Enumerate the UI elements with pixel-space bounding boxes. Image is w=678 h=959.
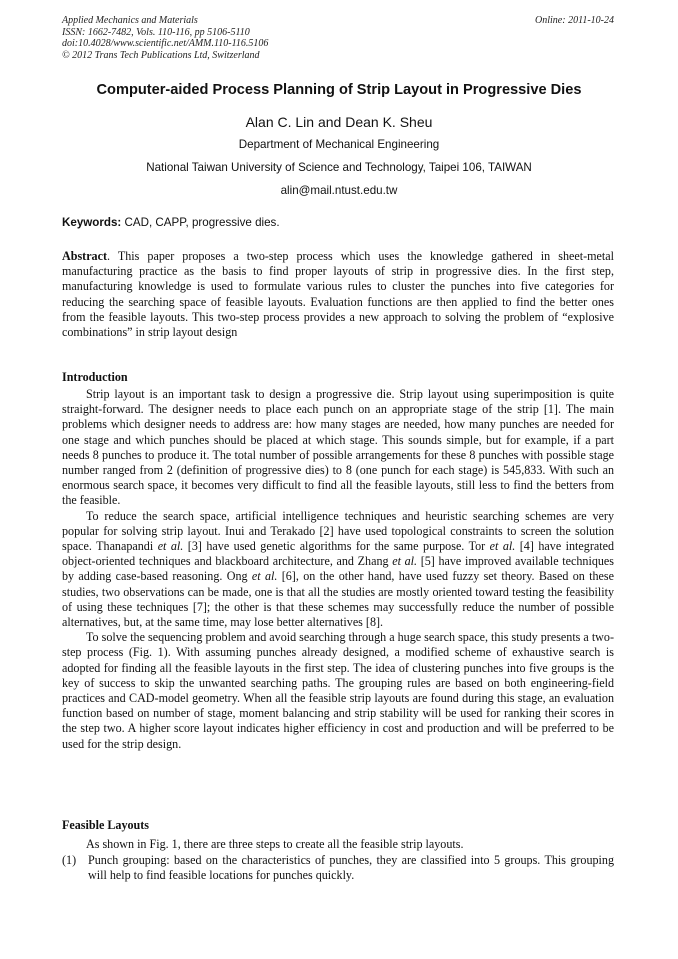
journal-metadata bbox=[62, 15, 268, 61]
list-item-number: (1) bbox=[62, 853, 77, 867]
university: National Taiwan University of Science and Technology, Taipei 106, TAIWAN bbox=[146, 161, 532, 174]
abstract bbox=[62, 249, 614, 340]
intro-paragraph-2: To reduce the search space, artificial intelligence techniques and heuristic searching schemes are very popular for solving strip layout. Inui and Terakado [2] have used topological constraints to screen the solution space. Thanapandi et al. [3] have used genetic algorithms for the same purpose. Tor et al. [4] have integrated object-oriented techniques and blackboard architecture, and Zhang et al. [5] have improved available techniques by adding case-based reasoning. Ong et al. [6], on the other hand, have used fuzzy set theory. Based on these studies, two observations can be made, one is that all the studies are mostly oriented toward testing the feasibility of using these techniques [7]; the other is that these schemes may successfully reduce the number of possible alternatives, but, at the same time, may lose better alternatives [8]. bbox=[62, 508, 615, 630]
intro-paragraph-3: To solve the sequencing problem and avoid searching through a huge search space, this study presents a two-step process (Fig. 1). With assuming punches already designed, a modified scheme of exhaustive search is adopted for finding all the feasible layouts in the first step. The idea of clustering punches into five groups is the key of success to skip the unwanted searching paths. The grouping rules are based on both engineering-field practices and CAD-model geometry. When all the feasible strip layouts are found during this stage, an evaluation function based on number of stage, moment balancing and strip stability will be used for ranking their scores in the step two. A higher score layout indicates higher efficiency in cost and production and will be preferred to be used for the strip design. bbox=[62, 630, 614, 751]
online-date: Online: 2011-10-24 bbox=[535, 15, 614, 26]
copyright-line: © 2012 Trans Tech Publications Ltd, Switzerland bbox=[62, 49, 260, 61]
paper-authors: Alan C. Lin and Dean K. Sheu bbox=[245, 114, 433, 130]
feasible-paragraph-1: As shown in Fig. 1, there are three steps to create all the feasible strip layouts. bbox=[86, 837, 464, 851]
abstract-text: . This paper proposes a two-step process which uses the knowledge gathered in sheet-metal manufacturing practice as the basis to find proper layouts of strip in progressive dies. In the first step, manufacturing knowledge is used to formulate various rules to cluster the punches into five categories for reducing the searching space of feasible layouts. Evaluation functions are then applied to find the better ones from the feasible layouts. This two-step process provides a new approach to solving the problem of “explosive combinations” in strip layout design bbox=[62, 249, 614, 340]
doi-line: doi:10.4028/www.scientific.net/AMM.110-116.5106 bbox=[62, 38, 269, 49]
keywords-text: CAD, CAPP, progressive dies. bbox=[121, 216, 280, 229]
department: Department of Mechanical Engineering bbox=[238, 138, 440, 151]
list-item-text: Punch grouping: based on the characteristics of punches, they are classified into 5 groups. This grouping will help to find feasible locations for punches quickly. bbox=[88, 853, 614, 883]
paper-title: Computer-aided Process Planning of Strip Layout in Progressive Dies bbox=[96, 82, 582, 98]
feasible-layouts-heading: Feasible Layouts bbox=[62, 818, 150, 832]
abstract-label: Abstract bbox=[62, 249, 108, 263]
introduction-body bbox=[62, 387, 614, 752]
keywords-label: Keywords: bbox=[62, 216, 122, 229]
introduction-heading: Introduction bbox=[62, 370, 128, 384]
author-email: alin@mail.ntust.edu.tw bbox=[280, 184, 398, 197]
feasible-layouts-body bbox=[62, 837, 614, 852]
intro-paragraph-1: Strip layout is an important task to design a progressive die. Strip layout using superimposition is quite straight-forward. The designer needs to place each punch on an appropriate stage of the strip [1]. The main problems which designer needs to address are: how many stages are needed, how many punches are needed for one stage and which punches should be placed at which stage. This sounds simple, but for example, if a part needs 8 punches to produce it. The total number of possible arrangements for these 8 punches with possible stage number ranged from 2 (definition of progressive dies) to 8 (one punch for each stage) is 545,833. With such an enormous search space, it becomes very difficult to find all the feasible layouts, still less to find the betters from the feasible. bbox=[62, 387, 614, 508]
keywords bbox=[62, 216, 280, 229]
list-item bbox=[62, 853, 614, 883]
journal-name: Applied Mechanics and Materials bbox=[62, 15, 198, 26]
issn-line: ISSN: 1662-7482, Vols. 110-116, pp 5106-5110 bbox=[62, 26, 250, 38]
